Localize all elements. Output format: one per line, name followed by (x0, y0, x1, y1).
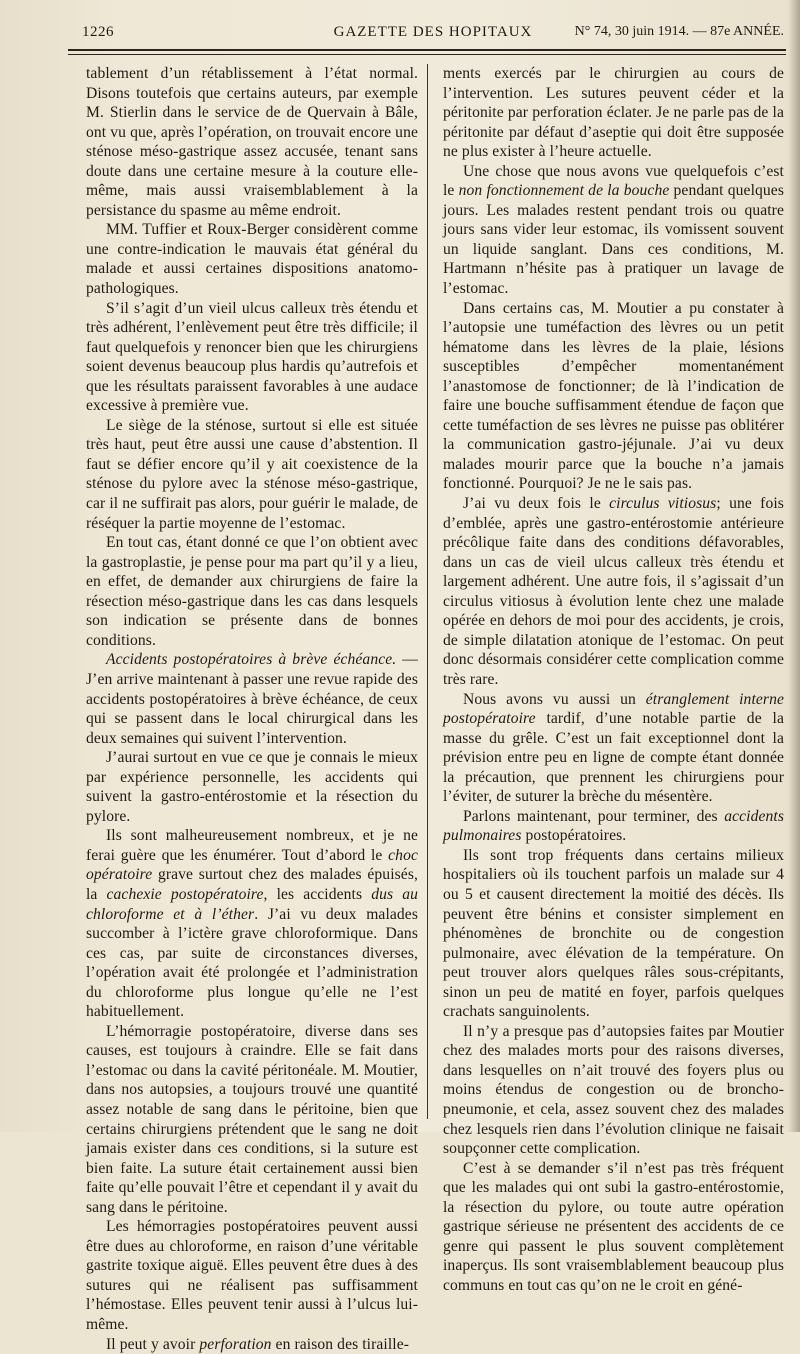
header-rule-thin (68, 54, 786, 55)
paragraph: S’il s’agit d’un vieil ulcus calleux très étendu et très adhérent, l’enlèvement peut être très difficile; il faut quelquefois y renoncer bien que les chirurgiens soient devenus beaucoup plus hardis qu’autrefois et que les résultats paraissent favorables à une audace excessive à première vue. (86, 299, 418, 415)
header-rule (68, 49, 786, 51)
text-span: postopératoires. (521, 827, 627, 845)
text-span: Une chose que nous avons vue quelquefois c’est le (443, 162, 784, 200)
left-column (86, 64, 418, 1354)
paragraph (443, 807, 784, 846)
text-span: en raison des tiraille- (271, 1335, 410, 1353)
text-span: J’ai vu deux fois le (463, 495, 610, 513)
text-span: ; une fois d’emblée, après une gastro-entérostomie antérieure précôlique faite dans des conditions défavorables, dans un cas de vieil ulcus calleux très étendu et largement adhérent. Une autre fois, il s’agissait d’un circulus vitiosus à évolution lente chez une malade opérée en dehors de moi pour des accidents, je crois, de simple dilatation atonique de l’estomac. On peut donc désormais considérer cette complication comme très rare. (443, 495, 784, 688)
paragraph: Ils sont trop fréquents dans certains milieux hospitaliers où ils touchent parfois un malade sur 4 ou 5 et causent directement la moitié des décès. Ils peuvent être bénins et consister simplement en phénomènes de bronchite ou de congestion pulmonaire, avec élévation de la température. On peut trouver alors quelques râles sous-crépitants, sinon un peu de matité en foyer, parfois quelques crachats sanguinolents. (443, 846, 784, 1021)
text-span: Nous avons vu aussi un (463, 690, 646, 708)
text-span: pendant quelques jours. Les malades restent pendant trois ou quatre jours sans vider leur estomac, ils vomissent souvent un liquide sanglant. Dans ces conditions, M. Hartmann n’hésite pas à pratiquer un lavage de l’estomac. (443, 182, 784, 298)
emphasis: circulus vitiosus (609, 495, 717, 513)
text-span: . J’ai vu deux malades succomber à l’ictère grave chloroformique. Dans ces cas, par suite de circonstances diverses, l’opération avait été prolongée et l’administration du chloroforme plus longue qu’elle ne l’est habituellement. (86, 905, 418, 1021)
text-span: Parlons maintenant, pour terminer, des (463, 807, 725, 825)
paragraph: C’est à se demander s’il n’est pas très fréquent que les malades qui ont subi la gastro-entérostomie, la résection du pylore, ou toute autre opération gastrique sérieuse ne présentent des accidents de ce genre qui passent le plus souvent complètement inaperçus. Ils sont vraisemblablement beaucoup plus communs en tout cas qu’on ne le croit en géné- (443, 1159, 784, 1294)
emphasis: dus au chloroforme et à l’éther (86, 885, 419, 923)
page-number: 1226 (82, 24, 114, 40)
emphasis: cachexie postopératoire (106, 885, 264, 903)
paragraph (443, 494, 784, 689)
paragraph: Les hémorragies postopératoires peuvent aussi être dues au chloroforme, en raison d’une véritable gastrite toxique aiguë. Elles peuvent être dues à des sutures qui ne réalisent pas suffisamment l’hémostase. Elles peuvent tenir aussi à l’ulcus lui-même. (86, 1218, 418, 1333)
issue-info: N° 74, 30 juin 1914. — 87e ANNÉE. (574, 24, 784, 39)
emphasis: perforation (199, 1335, 272, 1353)
paragraph: Dans certains cas, M. Moutier a pu constater à l’autopsie une tuméfaction des lèvres ou un petit hématome dans les lèvres de la plaie, lésions susceptibles d’empêcher momentanément l’anastomose de fonctionner; de là l’indication de faire une bouche suffisamment étendue de façon que cette tuméfaction de ses lèvres ne puisse pas oblitérer la communication gastro-jéjunale. J’ai vu deux malades mourir parce que la bouche n’a jamais fonctionné. Pourquoi? Je ne le sais pas. (443, 299, 784, 493)
text-span: Il peut y avoir (106, 1335, 200, 1353)
text-span: grave surtout chez des malades épuisés, la (86, 866, 418, 903)
emphasis: étranglement interne postopératoire (443, 690, 784, 728)
paragraph: L’hémorragie postopératoire, diverse dans ses causes, est toujours à craindre. Elle se fait dans l’estomac ou dans la cavité péritonéale. M. Moutier, dans nos autopsies, a toujours trouvé une quantité assez notable de sang dans le péritoine, bien que certains chirurgiens prétendent que le sang ne doit jamais exister dans ces conditions, si la suture est bien faite. La suture était certainement aussi bien faite qu’elle pouvait l’être et cependant il y avait du sang dans le péritoine. (86, 1022, 418, 1216)
section-heading: Accidents postopératoires à brève échéance. (106, 651, 397, 669)
page-header (82, 24, 784, 46)
paragraph (443, 162, 784, 299)
paragraph (443, 690, 784, 807)
journal-title: GAZETTE DES HOPITAUX (333, 24, 533, 40)
paragraph: Le siège de la sténose, surtout si elle est située très haut, peut être aussi une cause d’abstention. Il faut se défier encore qu’il y ait coexistence de la sténose du pylore avec la sténose méso-gastrique, car il ne suffirait pas alors, pour guérir le malade, de réséquer la partie moyenne de l’estomac. (86, 416, 418, 532)
paragraph: Il n’y a presque pas d’autopsies faites par Moutier chez des malades morts pour des raisons diverses, dans lesquelles on n’ait trouvé des foyers plus ou moins étendus de congestion ou de broncho-pneumonie, et cela, assez souvent chez des malades chez lesquels rien dans l’évolution clinique ne faisait soupçonner cette complication. (443, 1022, 784, 1158)
paragraph (86, 826, 418, 1021)
column-divider (427, 64, 428, 1119)
paragraph: En tout cas, étant donné ce que l’on obtient avec la gastroplastie, je pense pour ma part qu’il y a lieu, en effet, de demander aux chirurgiens de faire la résection méso-gastrique dans les cas dans lesquels son indication se présente dans de bonnes conditions. (86, 534, 418, 649)
text-span: tardif, d’une notable partie de la masse du grêle. C’est un fait exceptionnel dont la prévision entre peu en ligne de compte étant donnée la précaution, que prennent les chirurgiens pour l’éviter, de suturer la brèche du mésentère. (443, 710, 784, 806)
paragraph: J’aurai surtout en vue ce que je connais le mieux par expérience personnelle, les accidents qui suivent la gastro-entérostomie et la résection du pylore. (86, 749, 418, 825)
paragraph (86, 650, 418, 748)
paragraph: ments exercés par le chirurgien au cours de l’intervention. Les sutures peuvent céder et la péritonite par perforation éclater. Je ne parle pas de la péritonite par défaut d’aseptie qui doit être supposée ne plus exister à l’heure actuelle. (443, 65, 784, 161)
emphasis: choc opératoire (86, 846, 418, 884)
paragraph: MM. Tuffier et Roux-Berger considèrent comme une contre-indication le mauvais état général du malade et aussi certaines dispositions anatomo-pathologiques. (86, 221, 418, 298)
paragraph: tablement d’un rétablissement à l’état normal. Disons toutefois que certains auteurs, par exemple M. Stierlin dans le service de de Quervain à Bâle, ont vu que, après l’opération, on trouvait encore une sténose méso-gastrique assez accusée, tenant sans doute dans une certaine mesure à la couture elle-même, mais aussi vraisemblablement à la persistance du spasme au même endroit. (86, 65, 418, 219)
paragraph (86, 1335, 418, 1354)
text-span: , les accidents (263, 885, 372, 903)
page-edge-shadow (788, 0, 800, 1132)
text-span: Ils sont malheureusement nombreux, et je ne ferai guère que les énumérer. Tout d’abord le (86, 827, 418, 864)
emphasis: non fonctionnement de la bouche (458, 182, 670, 200)
text-span: — J’en arrive maintenant à passer une revue rapide des accidents postopératoires à brève échéance, de ceux qui se passent dans le local chirurgical dans les deux semaines qui suivent l’intervention. (86, 651, 418, 747)
right-column (443, 64, 784, 1295)
emphasis: accidents pulmonaires (443, 807, 784, 845)
